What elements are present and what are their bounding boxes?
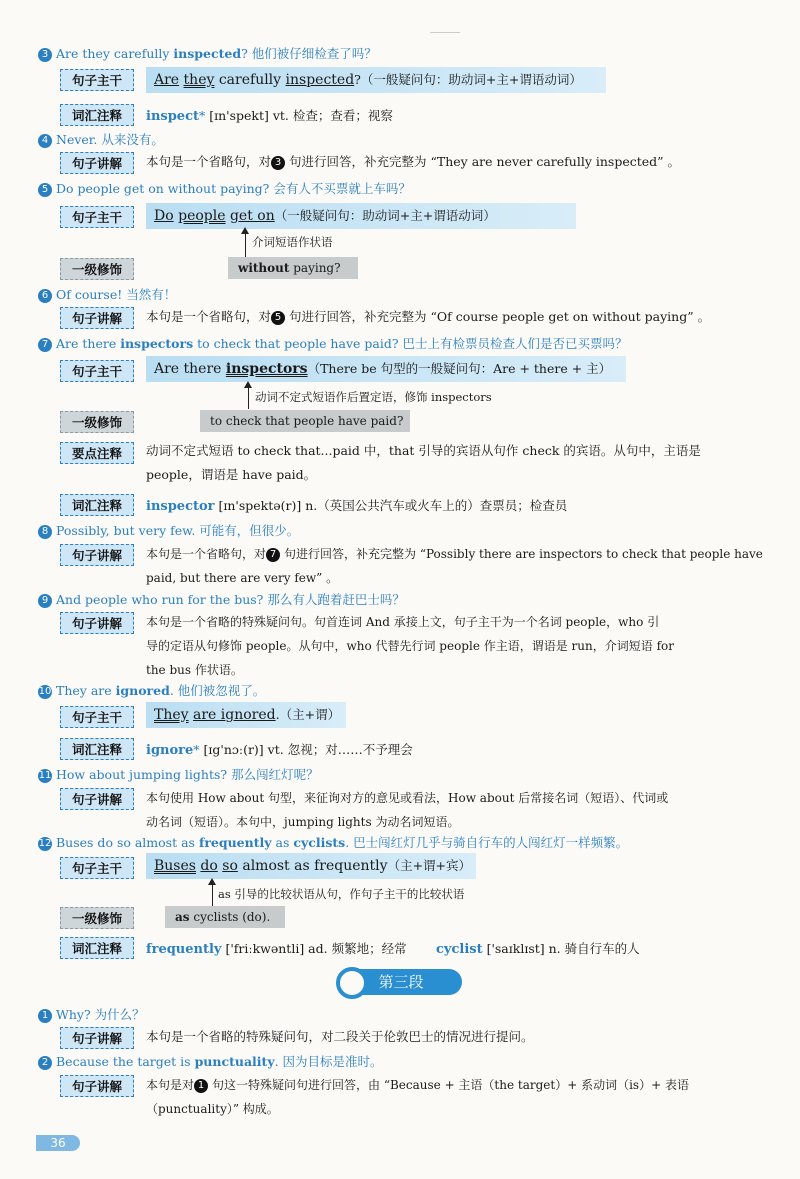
- sentence-text: Because the target is: [56, 1054, 195, 1069]
- vocab-entry: [146, 939, 407, 957]
- explanation-text: 本句是一个省略句，对: [146, 309, 272, 324]
- label-explain: 句子讲解: [60, 307, 134, 329]
- explanation-text: 本句是一个省略句，对: [146, 547, 267, 561]
- label-vocab: 词汇注释: [60, 494, 134, 516]
- sentence-9: [38, 590, 405, 608]
- explanation: [146, 542, 770, 590]
- sentence-translation: . 巴士闯红灯几乎与骑自行车的人闯红灯一样频繁。: [345, 835, 629, 850]
- text-line: 动名词（短语）。本句中，jumping lights 为动名词短语。: [146, 815, 460, 829]
- section-title: 第三段: [378, 973, 424, 991]
- label-vocab: 词汇注释: [60, 937, 134, 959]
- page-number: 36: [36, 1135, 80, 1151]
- sentence-number: 5: [38, 183, 52, 197]
- arrow-up-icon: [248, 383, 249, 409]
- trunk-word: so: [222, 858, 238, 874]
- text-line: the bus 作状语。: [146, 663, 243, 677]
- sentence-text: Are there: [56, 336, 121, 351]
- label-vocab: 词汇注释: [60, 738, 134, 760]
- label-explain: 句子讲解: [60, 612, 134, 634]
- modifier-keyword: as: [175, 910, 190, 924]
- sentence-translation: to check that people have paid? 巴士上有检票员检查人们是否已买票吗？: [193, 336, 628, 351]
- sentence-3: [38, 44, 377, 62]
- trunk-word: almost as frequently: [237, 858, 388, 874]
- sentence-5: [38, 179, 411, 197]
- scan-mark: [430, 32, 460, 43]
- p3-sentence-1: [38, 1005, 145, 1023]
- keyword: inspected: [173, 46, 242, 61]
- sentence-trunk: [146, 702, 346, 728]
- modifier-phrase: [165, 906, 285, 928]
- vocab-definition: [ɪg'nɔː(r)] vt. 忽视；对……不予理会: [199, 742, 413, 757]
- label-explain: 句子讲解: [60, 1075, 134, 1097]
- trunk-word: people: [178, 208, 226, 224]
- label-modifier: 一级修饰: [60, 411, 134, 433]
- sentence-translation: . 因为目标是准时。: [274, 1054, 383, 1069]
- modifier-text: paying?: [289, 261, 341, 275]
- trunk-word: Are: [154, 72, 180, 88]
- vocab-definition: ['friːkwəntli] ad. 频繁地；经常: [221, 941, 407, 956]
- ref-number: 3: [271, 156, 285, 170]
- ref-number: 7: [266, 548, 280, 562]
- sentence-text: Are they carefully: [56, 46, 174, 61]
- sentence-text: as: [271, 835, 294, 850]
- explanation: 本句是一个省略的特殊疑问句，对二段关于伦敦巴士的情况进行提问。: [146, 1029, 534, 1044]
- modifier-note: 动词不定式短语作后置定语，修饰 inspectors: [255, 390, 492, 404]
- vocab-entry: [146, 496, 567, 514]
- label-modifier: 一级修饰: [60, 907, 134, 929]
- text-line: 导的定语从句修饰 people。从句中，who 代替先行词 people 作主语，谓语是 run，介词短语 for: [146, 639, 674, 653]
- explanation: [146, 610, 770, 682]
- trunk-word: get on: [229, 208, 275, 224]
- arrow-up-icon: [245, 229, 246, 257]
- explanation-text: 句进行回答，补充完整为 “Possibly there are inspectors to check that people have: [284, 547, 763, 561]
- vocab-word: inspector: [146, 499, 215, 514]
- modifier-phrase: to check that people have paid?: [200, 410, 410, 432]
- sentence-trunk: [146, 203, 576, 229]
- vocab-definition: [ɪn'spektə(r)] n.（英国公共汽车或火车上的）查票员；检查员: [214, 498, 568, 513]
- sentence-10: [38, 681, 265, 699]
- sentence-trunk: [146, 853, 476, 879]
- text-line: 本句是一个省略的特殊疑问句。句首连词 And 承接上文，句子主干为一个名词 people，who 引: [146, 615, 660, 629]
- text-line: 本句使用 How about 句型，来征询对方的意见或看法，How about 后常接名词（短语）、代词或: [146, 791, 669, 805]
- sentence-text: Do people get on without paying? 会有人不买票就上车吗？: [56, 181, 411, 196]
- trunk-word: they: [183, 72, 215, 88]
- arrow-up-icon: [212, 880, 213, 908]
- trunk-note: （There be 句型的一般疑问句：Are + there + 主）: [307, 361, 612, 376]
- keyword: frequently: [198, 835, 272, 850]
- sentence-text: How about jumping lights? 那么闯红灯呢？: [56, 767, 319, 782]
- trunk-word: carefully: [214, 72, 286, 88]
- trunk-note: .（主+谓）: [275, 707, 341, 722]
- text-line: paid, but there are very few” 。: [146, 571, 339, 585]
- sentence-number: 6: [38, 289, 52, 303]
- trunk-word: are ignored: [193, 707, 276, 723]
- sentence-translation: . 他们被忽视了。: [169, 683, 266, 698]
- trunk-word: Buses: [154, 858, 196, 874]
- sentence-trunk: [146, 67, 606, 93]
- sentence-number: 3: [38, 48, 52, 62]
- sentence-text: They are: [56, 683, 116, 698]
- text-line: people，谓语是 have paid。: [146, 467, 317, 482]
- label-explain: 句子讲解: [60, 1027, 134, 1049]
- explanation: [146, 150, 770, 174]
- vocab-star: *: [199, 108, 206, 123]
- label-keypoint: 要点注释: [60, 442, 134, 464]
- sentence-8: [38, 521, 299, 539]
- vocab-definition: [ɪn'spekt] vt. 检查；查看；视察: [205, 108, 393, 123]
- trunk-word: do: [200, 858, 218, 874]
- text-line: [146, 1073, 770, 1097]
- vocab-star: *: [193, 742, 200, 757]
- p3-sentence-2: [38, 1052, 383, 1070]
- vocab-word: inspect: [146, 109, 199, 124]
- sentence-text: Of course! 当然有！: [56, 287, 177, 302]
- text-line: （punctuality）” 构成。: [146, 1102, 279, 1116]
- vocab-definition: ['saɪklɪst] n. 骑自行车的人: [482, 941, 640, 956]
- sentence-number: 11: [38, 770, 52, 781]
- sentence-11: [38, 765, 319, 783]
- sentence-4: [38, 130, 164, 148]
- explanation-text: 句这一特殊疑问句进行回答，由 “Because + 主语（the target）+ 系动词（is）+ 表语: [212, 1078, 689, 1092]
- label-explain: 句子讲解: [60, 544, 134, 566]
- explanation: [146, 305, 770, 329]
- keyword: cyclists: [293, 835, 346, 850]
- sentence-text: And people who run for the bus? 那么有人跑着赶巴士吗？: [56, 592, 405, 607]
- sentence-text: Buses do so almost as: [56, 835, 199, 850]
- ref-number: 5: [271, 311, 285, 325]
- trunk-word: Do: [154, 208, 174, 224]
- label-modifier: 一级修饰: [60, 258, 134, 280]
- sentence-trunk: [146, 356, 626, 382]
- explanation-text: 本句是对: [146, 1078, 195, 1092]
- sentence-12: [38, 833, 628, 851]
- vocab-word: cyclist: [436, 942, 483, 957]
- trunk-word: inspectors: [225, 361, 308, 377]
- trunk-note: （主+谓+宾）: [387, 858, 472, 873]
- sentence-translation: ? 他们被仔细检查了吗？: [241, 46, 377, 61]
- sentence-7: [38, 334, 628, 352]
- trunk-note: ?（一般疑问句：助动词+主+谓语动词）: [354, 72, 582, 87]
- label-subject: 句子主干: [60, 857, 134, 879]
- label-subject: 句子主干: [60, 206, 134, 228]
- sentence-number: 2: [38, 1056, 52, 1070]
- trunk-note: （一般疑问句：助动词+主+谓语动词）: [274, 208, 496, 223]
- sentence-text: Possibly, but very few. 可能有，但很少。: [56, 523, 300, 538]
- label-vocab: 词汇注释: [60, 104, 134, 126]
- sentence-text: Why? 为什么？: [56, 1007, 145, 1022]
- label-subject: 句子主干: [60, 69, 134, 91]
- text-line: [146, 542, 770, 566]
- label-explain: 句子讲解: [60, 788, 134, 810]
- modifier-keyword: without: [238, 261, 290, 275]
- label-explain: 句子讲解: [60, 152, 134, 174]
- magnifier-icon: [336, 967, 368, 999]
- sentence-number: 9: [38, 594, 52, 608]
- sentence-number: 10: [38, 686, 52, 697]
- trunk-word: inspected: [285, 72, 355, 88]
- modifier-note: as 引导的比较状语从句，作句子主干的比较状语: [218, 887, 465, 901]
- label-subject: 句子主干: [60, 706, 134, 728]
- explanation-text: 本句是一个省略句，对: [146, 154, 272, 169]
- trunk-word: They: [154, 707, 189, 723]
- sentence-number: 8: [38, 525, 52, 539]
- vocab-word: frequently: [146, 942, 222, 957]
- explanation-text: 句进行回答，补充完整为 “They are never carefully inspected” 。: [289, 154, 681, 169]
- modifier-phrase: [228, 257, 358, 279]
- keypoint-text: [146, 439, 770, 487]
- vocab-entry: [146, 740, 413, 758]
- keyword: punctuality: [194, 1054, 275, 1069]
- explanation: [146, 1073, 770, 1121]
- modifier-text: cyclists (do).: [189, 910, 271, 924]
- trunk-word: Are there: [154, 361, 226, 377]
- explanation-text: 句进行回答，补充完整为 “Of course people get on without paying” 。: [289, 309, 711, 324]
- sentence-number: 1: [38, 1009, 52, 1023]
- sentence-6: [38, 285, 176, 303]
- vocab-entry: [436, 939, 640, 957]
- keyword: inspectors: [120, 336, 194, 351]
- ref-number: 1: [194, 1079, 208, 1093]
- sentence-number: 12: [38, 838, 52, 849]
- text-line: 动词不定式短语 to check that...paid 中，that 引导的宾语从句作 check 的宾语。从句中，主语是: [146, 443, 701, 458]
- explanation: [146, 786, 770, 834]
- vocab-word: ignore: [146, 743, 194, 758]
- sentence-number: 7: [38, 338, 52, 352]
- sentence-number: 4: [38, 134, 52, 148]
- label-subject: 句子主干: [60, 360, 134, 382]
- section-banner: [340, 969, 462, 995]
- sentence-text: Never. 从来没有。: [56, 132, 164, 147]
- modifier-note: 介词短语作状语: [252, 235, 333, 249]
- vocab-entry: [146, 106, 393, 124]
- keyword: ignored: [115, 683, 170, 698]
